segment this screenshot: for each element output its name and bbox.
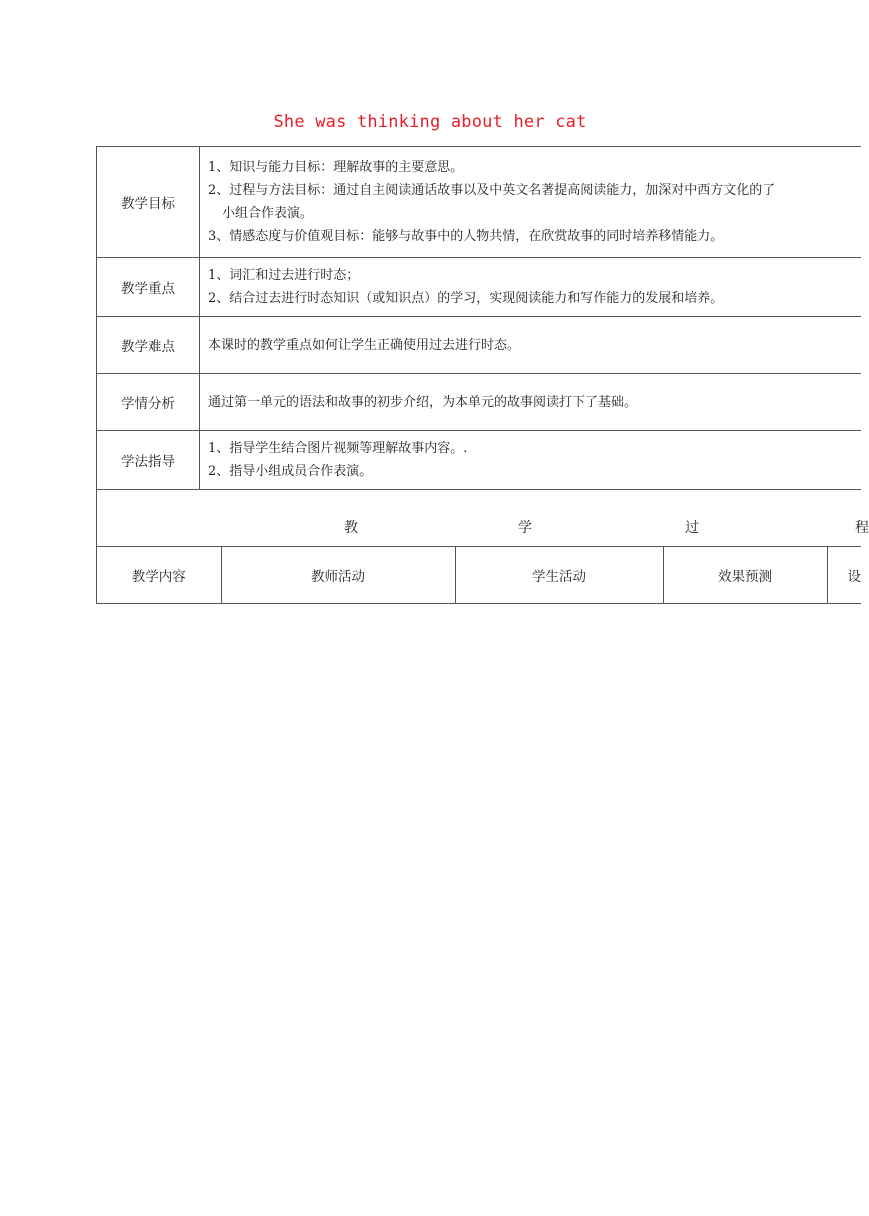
content-line: 3、情感态度与价值观目标：能够与故事中的人物共情，在欣赏故事的同时培养移情能力。: [208, 229, 724, 244]
process-heading-cell: [97, 490, 869, 547]
process-heading: [97, 490, 869, 546]
table-row: [97, 374, 861, 431]
column-header-content: 教学内容: [97, 547, 221, 603]
row-label-difficulties: 教学难点: [97, 317, 200, 374]
process-heading-char: 过: [685, 520, 699, 536]
content-line: 2、结合过去进行时态知识（或知识点）的学习，实现阅读能力和写作能力的发展和培养。: [208, 291, 724, 306]
row-content-student-analysis: [200, 374, 861, 431]
process-columns-cell: [97, 547, 861, 604]
row-content-teaching-goals: [200, 147, 861, 258]
table-row: [97, 147, 861, 258]
lesson-plan-table: [96, 146, 869, 604]
content-line: 1、知识与能力目标：理解故事的主要意思。: [208, 160, 464, 175]
row-label-key-points: 教学重点: [97, 258, 200, 317]
process-heading-char: 教: [344, 520, 358, 536]
document-title-text: She was thinking about her cat: [273, 112, 587, 132]
row-content-difficulties: [200, 317, 861, 374]
table-row: [97, 490, 861, 547]
content-line: 小组合作表演。: [222, 206, 314, 221]
row-label-learning-guidance: 学法指导: [97, 431, 200, 490]
table-row: [97, 317, 861, 374]
row-content-learning-guidance: [200, 431, 861, 490]
process-heading-char: 学: [518, 520, 532, 536]
document-title: [0, 112, 860, 132]
content-line: 2、指导小组成员合作表演。: [208, 464, 373, 479]
table-row: [97, 547, 861, 604]
column-header-design: 设: [847, 569, 861, 585]
column-header-teacher-activity: 教师活动: [221, 547, 455, 603]
process-heading-char: 程: [855, 520, 869, 536]
row-content-key-points: [200, 258, 861, 317]
table-row: [97, 431, 861, 490]
table-row: [97, 258, 861, 317]
content-line: 通过第一单元的语法和故事的初步介绍，为本单元的故事阅读打下了基础。: [208, 394, 638, 410]
row-label-teaching-goals: 教学目标: [97, 147, 200, 258]
content-line: 2、过程与方法目标：通过自主阅读通话故事以及中英文名著提高阅读能力，加深对中西方文化的了: [208, 183, 776, 198]
row-label-student-analysis: 学情分析: [97, 374, 200, 431]
process-columns: [97, 547, 861, 603]
column-header-student-activity: 学生活动: [455, 547, 663, 603]
content-line: 本课时的教学重点如何让学生正确使用过去进行时态。: [208, 337, 521, 353]
content-line: 1、指导学生结合图片视频等理解故事内容。.: [208, 441, 468, 456]
content-line: 1、词汇和过去进行时态；: [208, 268, 360, 283]
column-header-expected-effect: 效果预测: [663, 547, 827, 603]
